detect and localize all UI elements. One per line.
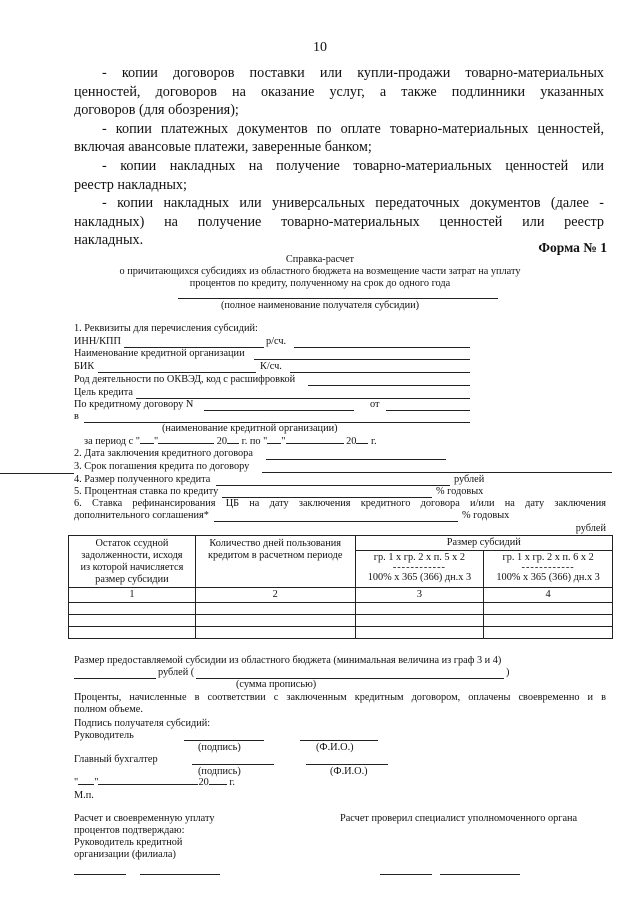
bik-field[interactable] [98, 372, 256, 373]
okved-field[interactable] [308, 385, 470, 386]
signature-heading: Подпись получателя субсидий: [74, 718, 211, 729]
confirm-text: организации (филиала) [74, 849, 176, 860]
ks-label: К/сч. [260, 361, 282, 372]
period-text: " [281, 436, 286, 447]
item-2-field[interactable] [266, 459, 446, 460]
table-cell[interactable] [355, 615, 484, 627]
amount-digits-field[interactable] [74, 678, 156, 679]
header-text: из которой начисляется [80, 562, 184, 573]
subsidy-table [68, 535, 613, 639]
col-header-formula-3 [355, 551, 484, 588]
rub-unit: рублей [575, 523, 606, 534]
intro-line: реестр накладных; [74, 176, 187, 193]
in-label: в [74, 411, 79, 422]
sign-caption: (подпись) [198, 766, 241, 777]
interest-text: Проценты, начисленные в соответствии с заключенным кредитным договором, оплачены своевременно и в [74, 692, 606, 703]
bank-name-field[interactable] [254, 359, 470, 360]
item-4-field[interactable] [216, 485, 450, 486]
intro-line: ценностей, договоров на оказание услуг, а также подлинники указанных [74, 83, 604, 100]
head-signature-field[interactable] [184, 740, 264, 741]
amount-rub: рублей ( [158, 667, 195, 678]
period-text: г. [370, 436, 377, 447]
table-cell[interactable] [195, 627, 355, 639]
recipient-name-field[interactable] [178, 298, 498, 299]
col-header-subsidy: Размер субсидий [355, 536, 612, 551]
header-text: задолженности, исходя [81, 550, 183, 561]
amount-label: Размер предоставляемой субсидии из областного бюджета (минимальная величина из граф 3 и 4) [74, 655, 502, 666]
intro-line: включая авансовые платежи, заверенные банком; [74, 139, 372, 156]
period-text: 20 [346, 436, 357, 447]
table-cell[interactable] [484, 603, 613, 615]
formula-text: 100% x 365 (366) дн.x 3 [496, 572, 600, 583]
table-cell[interactable] [69, 627, 196, 639]
margin-rule [0, 473, 74, 474]
date-text: " [94, 777, 99, 788]
formula-divider: ------------ [392, 562, 446, 573]
item-4-label: 4. Размер полученного кредита [74, 474, 211, 485]
item-6-unit: % годовых [462, 510, 510, 521]
bank-name-label: Наименование кредитной организации [74, 348, 245, 359]
purpose-label: Цель кредита [74, 387, 133, 398]
doc-subtitle: о причитающихся субсидиях из областного бюджета на возмещение части затрат на уплату [119, 266, 521, 277]
doc-subtitle: процентов по кредиту, полученному на срок до одного года [189, 278, 451, 289]
amount-close: ) [506, 667, 510, 678]
col-header-formula-4 [484, 551, 613, 588]
date-text: г. [229, 777, 235, 788]
specialist-fio-field[interactable] [440, 874, 520, 875]
intro-line: - копии договоров поставки или купли-продажи товарно-материальных [102, 65, 604, 81]
item-6-field[interactable] [214, 521, 458, 522]
col-number: 1 [69, 588, 196, 603]
table-cell[interactable] [69, 615, 196, 627]
intro-line: накладных. [74, 232, 144, 249]
item-5-unit: % годовых [436, 486, 484, 497]
confirm-text: Расчет и своевременную уплату [74, 813, 215, 824]
fio-caption: (Ф.И.О.) [316, 742, 354, 753]
col-header-days [195, 536, 355, 588]
stamp-label: М.п. [74, 790, 94, 801]
recipient-caption: (полное наименование получателя субсидии) [220, 300, 420, 311]
accountant-fio-field[interactable] [306, 764, 388, 765]
date-text: 20 [198, 777, 209, 788]
item-3-field[interactable] [262, 472, 612, 473]
accountant-signature-field[interactable] [192, 764, 274, 765]
table-cell[interactable] [484, 627, 613, 639]
head-label: Руководитель [74, 730, 134, 741]
date-text: " [74, 777, 79, 788]
intro-line: - копии платежных документов по оплате товарно-материальных ценностей, [102, 120, 604, 137]
formula-text: гр. 1 x гр. 2 x п. 6 x 2 [502, 552, 594, 563]
formula-text: гр. 1 x гр. 2 x п. 5 x 2 [373, 552, 465, 563]
ks-field[interactable] [290, 372, 470, 373]
okved-label: Род деятельности по ОКВЭД, код с расшифровкой [74, 374, 296, 385]
item-3-label: 3. Срок погашения кредита по договору [74, 461, 250, 472]
date-line [74, 777, 235, 789]
form-label: Форма № 1 [538, 240, 607, 255]
checked-text: Расчет проверил специалист уполномоченного органа [340, 813, 578, 824]
item-6-label-cont: дополнительного соглашения* [74, 510, 209, 521]
col-number: 4 [484, 588, 613, 603]
formula-divider: ------------ [521, 562, 575, 573]
item-5-label: 5. Процентная ставка по кредиту [74, 486, 219, 497]
period-to-year[interactable] [356, 443, 368, 444]
period-text: 20 [216, 436, 228, 447]
bank-fio-field[interactable] [140, 874, 220, 875]
col-number: 3 [355, 588, 484, 603]
from-label: от [370, 399, 380, 410]
requisites-heading: 1. Реквизиты для перечисления субсидий: [74, 323, 258, 334]
page-number: 10 [313, 40, 327, 55]
confirm-text: процентов подтверждаю: [74, 825, 185, 836]
item-6-label: 6. Ставка рефинансирования ЦБ на дату заключения кредитного договора и/или на дату заключения [74, 498, 606, 509]
intro-line: - копии накладных на получение товарно-материальных ценностей или [102, 158, 604, 174]
intro-line: накладных) на получение товарно-материальных ценностей или реестр [74, 213, 604, 230]
period-text: г. по " [241, 436, 268, 447]
period-text: " [153, 436, 159, 447]
confirm-text: Руководитель кредитной [74, 837, 183, 848]
sign-caption: (подпись) [198, 742, 241, 753]
fio-caption: (Ф.И.О.) [330, 766, 368, 777]
head-fio-field[interactable] [300, 740, 378, 741]
col-number: 2 [195, 588, 355, 603]
period-to-day[interactable] [267, 443, 281, 444]
specialist-signature-field[interactable] [380, 874, 432, 875]
period-from-month[interactable] [158, 443, 214, 444]
table-cell[interactable] [355, 627, 484, 639]
header-text: Количество дней пользования [209, 538, 341, 549]
formula-text: 100% x 365 (366) дн.x 3 [367, 572, 472, 583]
table-cell[interactable] [195, 603, 355, 615]
rs-label: р/сч. [266, 336, 287, 347]
period-from-year[interactable] [227, 443, 239, 444]
date-year-field[interactable] [209, 784, 227, 785]
org-caption: (наименование кредитной организации) [162, 423, 338, 434]
amount-caption: (сумма прописью) [236, 679, 317, 690]
chief-accountant-label: Главный бухгалтер [74, 754, 158, 765]
intro-line: - копии накладных или универсальных передаточных документов (далее - [102, 195, 604, 212]
intro-line: договоров (для обозрения); [74, 102, 239, 119]
period-text: за период с " [84, 436, 140, 447]
bik-label: БИК [74, 361, 95, 372]
item-4-unit: рублей [454, 474, 485, 485]
period-to-month[interactable] [286, 443, 344, 444]
col-header-balance [69, 536, 196, 588]
contract-number-field[interactable] [204, 410, 354, 411]
header-text: кредитом в расчетном периоде [207, 550, 343, 561]
inn-label: ИНН/КПП [74, 336, 121, 347]
doc-title: Справка-расчет [285, 254, 355, 265]
header-text: размер субсидии [95, 574, 169, 585]
header-text: Остаток ссудной [95, 538, 169, 549]
period-from-day[interactable] [140, 443, 154, 444]
interest-text: полном объеме. [74, 704, 143, 715]
date-month-field[interactable] [98, 784, 198, 785]
contract-label: По кредитному договору N [74, 399, 194, 410]
date-day-field[interactable] [78, 784, 94, 785]
item-2-label: 2. Дата заключения кредитного договора [74, 448, 253, 459]
table-cell[interactable] [69, 603, 196, 615]
contract-date-field[interactable] [386, 410, 470, 411]
bank-signature-field[interactable] [74, 874, 126, 875]
table-cell[interactable] [355, 603, 484, 615]
period-line [84, 436, 377, 448]
rs-field[interactable] [294, 347, 470, 348]
table-cell[interactable] [484, 615, 613, 627]
table-cell[interactable] [195, 615, 355, 627]
